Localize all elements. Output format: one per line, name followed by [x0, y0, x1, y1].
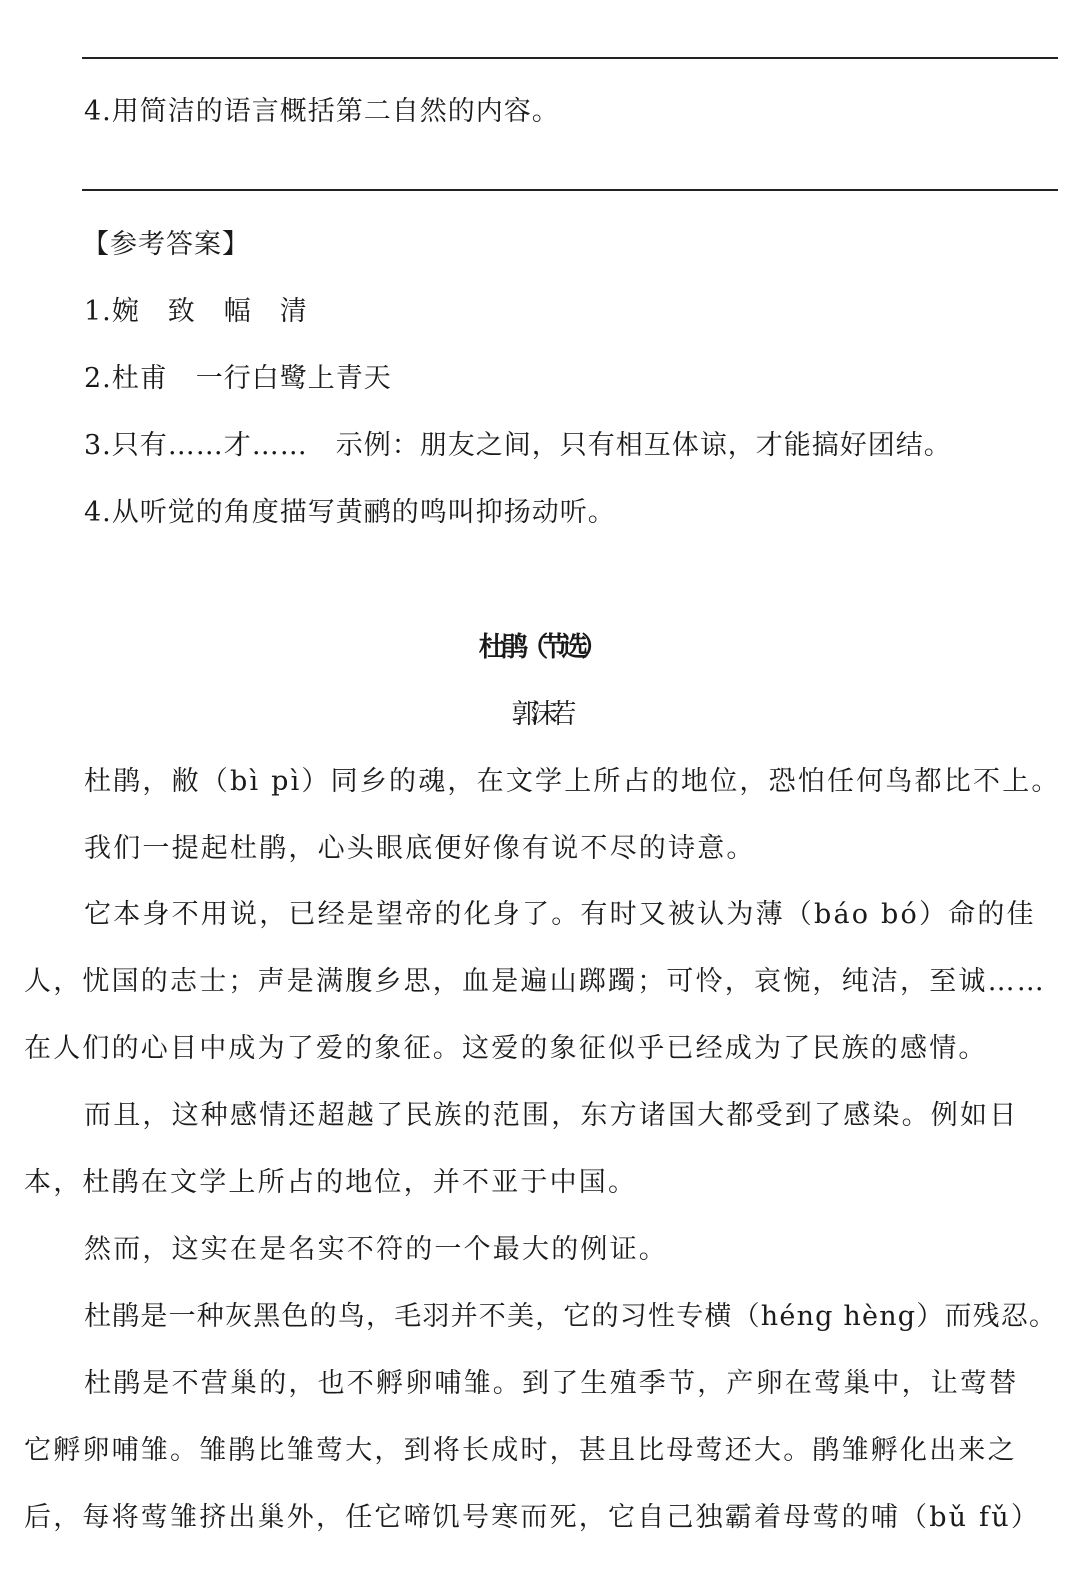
answer-3: 3.只有……才…… 示例：朋友之间，只有相互体谅，才能搞好团结。	[84, 430, 952, 461]
article-line: 后，每将莺雏挤出巢外，任它啼饥号寒而死，它自己独霸着母莺的哺（bǔ fǔ）	[24, 1502, 1041, 1533]
article-line: 本，杜鹃在文学上所占的地位，并不亚于中国。	[24, 1167, 638, 1198]
article-line: 我们一提起杜鹃，心头眼底便好像有说不尽的诗意。	[84, 833, 756, 864]
article-line: 人，忧国的志士；声是满腹乡思，血是遍山踯躅；可怜，哀惋，纯洁，至诚……	[24, 966, 1046, 997]
article-line: 杜鹃，敝（bì pì）同乡的魂，在文学上所占的地位，恐怕任何鸟都比不上。	[84, 766, 1061, 797]
article-line: 杜鹃是不营巢的，也不孵卵哺雏。到了生殖季节，产卵在莺巢中，让莺替	[84, 1368, 1019, 1399]
article-title: 杜 鹃（节选）	[478, 632, 602, 663]
answer-2: 2.杜甫 一行白鹭上青天	[84, 363, 392, 394]
article-line: 然而，这实在是名实不符的一个最大的例证。	[84, 1234, 668, 1265]
article-author: 郭沫若	[511, 699, 569, 730]
article-line: 杜鹃是一种灰黑色的鸟，毛羽并不美，它的习性专横（héng hèng）而残忍。	[84, 1301, 1058, 1332]
answer-4: 4.从听觉的角度描写黄鹂的鸣叫抑扬动听。	[84, 497, 616, 528]
answer-1: 1.婉 致 幅 清	[84, 296, 308, 327]
question-4: 4.用简洁的语言概括第二自然的内容。	[84, 96, 560, 127]
article-line: 而且，这种感情还超越了民族的范围，东方诸国大都受到了感染。例如日	[84, 1100, 1019, 1131]
answer-line-question-4	[82, 189, 1058, 191]
answer-line-top	[82, 57, 1058, 59]
article-line: 在人们的心目中成为了爱的象征。这爱的象征似乎已经成为了民族的感情。	[24, 1033, 988, 1064]
article-line: 它本身不用说，已经是望帝的化身了。有时又被认为薄（báo bó）命的佳	[84, 899, 1036, 930]
answers-heading: 【参考答案】	[82, 229, 250, 260]
article-line: 它孵卵哺雏。雏鹃比雏莺大，到将长成时，甚且比母莺还大。鹃雏孵化出来之	[24, 1435, 1017, 1466]
